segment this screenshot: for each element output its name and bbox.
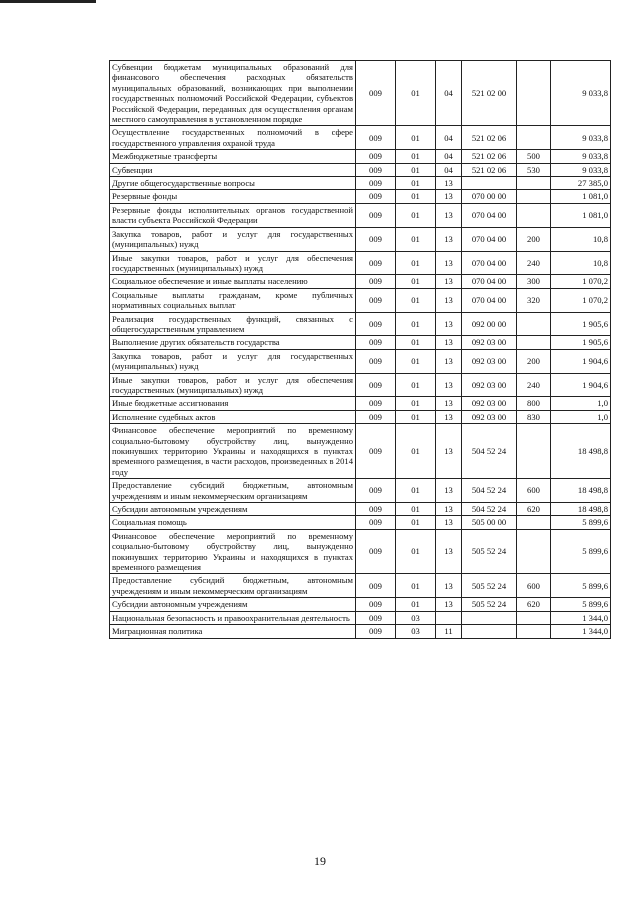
sum-cell: 9 033,8 — [551, 163, 611, 176]
target-article-cell: 521 02 06 — [462, 163, 517, 176]
target-article-cell: 505 52 24 — [462, 529, 517, 574]
subsection-code-cell: 13 — [436, 574, 462, 598]
target-article-cell: 505 52 24 — [462, 598, 517, 611]
table-row — [110, 410, 611, 423]
target-article-cell: 092 03 00 — [462, 349, 517, 373]
target-article-cell: 521 02 00 — [462, 61, 517, 126]
sum-cell: 1 905,6 — [551, 312, 611, 336]
table-row — [110, 177, 611, 190]
target-article-cell: 505 00 00 — [462, 516, 517, 529]
ministry-code-cell: 009 — [356, 529, 396, 574]
ministry-code-cell: 009 — [356, 349, 396, 373]
subsection-code-cell: 13 — [436, 203, 462, 227]
table-row — [110, 479, 611, 503]
subsection-code-cell: 13 — [436, 312, 462, 336]
expense-type-cell: 800 — [517, 397, 551, 410]
subsection-code-cell: 13 — [436, 516, 462, 529]
ministry-code-cell: 009 — [356, 227, 396, 251]
expense-type-cell: 320 — [517, 288, 551, 312]
row-name-cell: Иные закупки товаров, работ и услуг для обеспечения государственных (муниципальных) нужд — [110, 373, 356, 397]
table-row — [110, 288, 611, 312]
table-row — [110, 611, 611, 624]
sum-cell: 9 033,8 — [551, 61, 611, 126]
expense-type-cell: 200 — [517, 227, 551, 251]
section-code-cell: 01 — [396, 373, 436, 397]
row-name-cell: Социальная помощь — [110, 516, 356, 529]
subsection-code-cell: 13 — [436, 373, 462, 397]
row-name-cell: Субсидии автономным учреждениям — [110, 598, 356, 611]
target-article-cell: 070 04 00 — [462, 227, 517, 251]
row-name-cell: Иные закупки товаров, работ и услуг для обеспечения государственных (муниципальных) нужд — [110, 251, 356, 275]
subsection-code-cell: 13 — [436, 349, 462, 373]
expense-type-cell — [517, 529, 551, 574]
subsection-code-cell: 13 — [436, 190, 462, 203]
ministry-code-cell: 009 — [356, 410, 396, 423]
sum-cell: 1 904,6 — [551, 373, 611, 397]
row-name-cell: Миграционная политика — [110, 625, 356, 638]
sum-cell: 10,8 — [551, 227, 611, 251]
table-row — [110, 424, 611, 479]
subsection-code-cell: 04 — [436, 61, 462, 126]
sum-cell: 18 498,8 — [551, 503, 611, 516]
expense-type-cell: 300 — [517, 275, 551, 288]
row-name-cell: Реализация государственных функций, связанных с общегосударственным управлением — [110, 312, 356, 336]
section-code-cell: 01 — [396, 410, 436, 423]
table-row — [110, 397, 611, 410]
row-name-cell: Другие общегосударственные вопросы — [110, 177, 356, 190]
section-code-cell: 01 — [396, 150, 436, 163]
sum-cell: 1 070,2 — [551, 275, 611, 288]
row-name-cell: Выполнение других обязательств государства — [110, 336, 356, 349]
table-row — [110, 203, 611, 227]
expense-type-cell — [517, 61, 551, 126]
expense-type-cell: 240 — [517, 373, 551, 397]
subsection-code-cell: 13 — [436, 288, 462, 312]
section-code-cell: 01 — [396, 397, 436, 410]
row-name-cell: Национальная безопасность и правоохранительная деятельность — [110, 611, 356, 624]
expense-type-cell — [517, 516, 551, 529]
row-name-cell: Социальное обеспечение и иные выплаты населению — [110, 275, 356, 288]
expense-type-cell: 530 — [517, 163, 551, 176]
expense-type-cell: 600 — [517, 479, 551, 503]
target-article-cell: 070 04 00 — [462, 275, 517, 288]
ministry-code-cell: 009 — [356, 150, 396, 163]
sum-cell: 1,0 — [551, 397, 611, 410]
row-name-cell: Предоставление субсидий бюджетным, автономным учреждениям и иным некоммерческим организациям — [110, 479, 356, 503]
ministry-code-cell: 009 — [356, 397, 396, 410]
sum-cell: 27 385,0 — [551, 177, 611, 190]
ministry-code-cell: 009 — [356, 251, 396, 275]
row-name-cell: Иные бюджетные ассигнования — [110, 397, 356, 410]
subsection-code-cell: 13 — [436, 227, 462, 251]
sum-cell: 1 344,0 — [551, 625, 611, 638]
ministry-code-cell: 009 — [356, 373, 396, 397]
subsection-code-cell: 13 — [436, 424, 462, 479]
subsection-code-cell: 13 — [436, 251, 462, 275]
table-row — [110, 503, 611, 516]
sum-cell: 1 904,6 — [551, 349, 611, 373]
subsection-code-cell: 13 — [436, 598, 462, 611]
ministry-code-cell: 009 — [356, 275, 396, 288]
row-name-cell: Резервные фонды исполнительных органов государственной власти субъекта Российской Федерации — [110, 203, 356, 227]
section-code-cell: 01 — [396, 349, 436, 373]
section-code-cell: 01 — [396, 177, 436, 190]
section-code-cell: 01 — [396, 503, 436, 516]
subsection-code-cell: 04 — [436, 126, 462, 150]
expense-type-cell — [517, 177, 551, 190]
section-code-cell: 01 — [396, 190, 436, 203]
ministry-code-cell: 009 — [356, 424, 396, 479]
row-name-cell: Субсидии автономным учреждениям — [110, 503, 356, 516]
target-article-cell: 092 03 00 — [462, 410, 517, 423]
subsection-code-cell: 13 — [436, 503, 462, 516]
sum-cell: 1 070,2 — [551, 288, 611, 312]
ministry-code-cell: 009 — [356, 598, 396, 611]
target-article-cell — [462, 625, 517, 638]
section-code-cell: 01 — [396, 203, 436, 227]
sum-cell: 9 033,8 — [551, 126, 611, 150]
section-code-cell: 01 — [396, 275, 436, 288]
table-row — [110, 163, 611, 176]
target-article-cell: 504 52 24 — [462, 503, 517, 516]
target-article-cell: 521 02 06 — [462, 150, 517, 163]
expense-type-cell — [517, 312, 551, 336]
subsection-code-cell: 13 — [436, 275, 462, 288]
table-row — [110, 312, 611, 336]
row-name-cell: Субвенции бюджетам муниципальных образований для финансового обеспечения расходных обязательств муниципальных образований, возникающих при выполнении государственных полномочий Российской Федерации, субъектов Российской Федерации, переданных для осуществления органам местного самоуправления в установленном порядке — [110, 61, 356, 126]
target-article-cell: 504 52 24 — [462, 479, 517, 503]
row-name-cell: Финансовое обеспечение мероприятий по временному социально-бытовому обустройству лиц, вынужденно покинувших территорию Украины и находящихся в пунктах временного размещения — [110, 529, 356, 574]
row-name-cell: Финансовое обеспечение мероприятий по временному социально-бытовому обустройству лиц, вынужденно покинувших территорию Украины и находящихся в пунктах временного размещения, в части расходов, произведенных в 2014 году — [110, 424, 356, 479]
section-code-cell: 01 — [396, 598, 436, 611]
ministry-code-cell: 009 — [356, 177, 396, 190]
ministry-code-cell: 009 — [356, 625, 396, 638]
ministry-code-cell: 009 — [356, 611, 396, 624]
subsection-code-cell: 13 — [436, 529, 462, 574]
expense-type-cell — [517, 203, 551, 227]
target-article-cell: 070 04 00 — [462, 203, 517, 227]
row-name-cell: Закупка товаров, работ и услуг для государственных (муниципальных) нужд — [110, 227, 356, 251]
expense-type-cell — [517, 424, 551, 479]
sum-cell: 1 344,0 — [551, 611, 611, 624]
table-row — [110, 251, 611, 275]
ministry-code-cell: 009 — [356, 574, 396, 598]
row-name-cell: Социальные выплаты гражданам, кроме публичных нормативных социальных выплат — [110, 288, 356, 312]
row-name-cell: Предоставление субсидий бюджетным, автономным учреждениям и иным некоммерческим организациям — [110, 574, 356, 598]
expense-type-cell — [517, 190, 551, 203]
sum-cell: 1,0 — [551, 410, 611, 423]
sum-cell: 5 899,6 — [551, 516, 611, 529]
target-article-cell — [462, 611, 517, 624]
section-code-cell: 01 — [396, 288, 436, 312]
table-row — [110, 227, 611, 251]
row-name-cell: Закупка товаров, работ и услуг для государственных (муниципальных) нужд — [110, 349, 356, 373]
sum-cell: 18 498,8 — [551, 424, 611, 479]
section-code-cell: 01 — [396, 529, 436, 574]
subsection-code-cell: 13 — [436, 177, 462, 190]
expense-type-cell — [517, 336, 551, 349]
ministry-code-cell: 009 — [356, 516, 396, 529]
ministry-code-cell: 009 — [356, 203, 396, 227]
expense-type-cell — [517, 625, 551, 638]
target-article-cell: 070 04 00 — [462, 251, 517, 275]
subsection-code-cell: 13 — [436, 410, 462, 423]
subsection-code-cell: 04 — [436, 163, 462, 176]
table-row — [110, 275, 611, 288]
table-row — [110, 529, 611, 574]
section-code-cell: 01 — [396, 479, 436, 503]
expense-type-cell: 240 — [517, 251, 551, 275]
sum-cell: 18 498,8 — [551, 479, 611, 503]
row-name-cell: Межбюджетные трансферты — [110, 150, 356, 163]
expense-type-cell: 830 — [517, 410, 551, 423]
target-article-cell: 092 03 00 — [462, 336, 517, 349]
subsection-code-cell — [436, 611, 462, 624]
expense-type-cell: 620 — [517, 503, 551, 516]
sum-cell: 5 899,6 — [551, 598, 611, 611]
table-body — [110, 61, 611, 639]
target-article-cell: 070 04 00 — [462, 288, 517, 312]
target-article-cell: 092 00 00 — [462, 312, 517, 336]
table-row — [110, 190, 611, 203]
section-code-cell: 01 — [396, 336, 436, 349]
row-name-cell: Осуществление государственных полномочий в сфере государственного управления охраной труда — [110, 126, 356, 150]
ministry-code-cell: 009 — [356, 190, 396, 203]
table-row — [110, 61, 611, 126]
section-code-cell: 01 — [396, 574, 436, 598]
subsection-code-cell: 13 — [436, 479, 462, 503]
section-code-cell: 01 — [396, 251, 436, 275]
target-article-cell: 521 02 06 — [462, 126, 517, 150]
ministry-code-cell: 009 — [356, 163, 396, 176]
sum-cell: 1 905,6 — [551, 336, 611, 349]
table-row — [110, 625, 611, 638]
subsection-code-cell: 13 — [436, 397, 462, 410]
budget-table — [109, 60, 611, 639]
expense-type-cell: 600 — [517, 574, 551, 598]
target-article-cell: 505 52 24 — [462, 574, 517, 598]
ministry-code-cell: 009 — [356, 336, 396, 349]
section-code-cell: 01 — [396, 61, 436, 126]
table-row — [110, 349, 611, 373]
section-code-cell: 03 — [396, 611, 436, 624]
subsection-code-cell: 04 — [436, 150, 462, 163]
section-code-cell: 01 — [396, 163, 436, 176]
ministry-code-cell: 009 — [356, 61, 396, 126]
section-code-cell: 01 — [396, 126, 436, 150]
sum-cell: 5 899,6 — [551, 529, 611, 574]
section-code-cell: 01 — [396, 424, 436, 479]
top-rule — [0, 0, 96, 3]
row-name-cell: Субвенции — [110, 163, 356, 176]
sum-cell: 1 081,0 — [551, 203, 611, 227]
table-row — [110, 336, 611, 349]
ministry-code-cell: 009 — [356, 312, 396, 336]
target-article-cell — [462, 177, 517, 190]
table-row — [110, 574, 611, 598]
ministry-code-cell: 009 — [356, 479, 396, 503]
sum-cell: 1 081,0 — [551, 190, 611, 203]
table-row — [110, 598, 611, 611]
ministry-code-cell: 009 — [356, 126, 396, 150]
section-code-cell: 01 — [396, 516, 436, 529]
target-article-cell: 070 00 00 — [462, 190, 517, 203]
page-number: 19 — [314, 854, 326, 868]
sum-cell: 5 899,6 — [551, 574, 611, 598]
target-article-cell: 504 52 24 — [462, 424, 517, 479]
section-code-cell: 03 — [396, 625, 436, 638]
sum-cell: 9 033,8 — [551, 150, 611, 163]
expense-type-cell: 620 — [517, 598, 551, 611]
expense-type-cell: 200 — [517, 349, 551, 373]
subsection-code-cell: 11 — [436, 625, 462, 638]
expense-type-cell — [517, 126, 551, 150]
table-row — [110, 126, 611, 150]
subsection-code-cell: 13 — [436, 336, 462, 349]
row-name-cell: Резервные фонды — [110, 190, 356, 203]
ministry-code-cell: 009 — [356, 503, 396, 516]
target-article-cell: 092 03 00 — [462, 397, 517, 410]
table-row — [110, 373, 611, 397]
target-article-cell: 092 03 00 — [462, 373, 517, 397]
expense-type-cell — [517, 611, 551, 624]
section-code-cell: 01 — [396, 312, 436, 336]
row-name-cell: Исполнение судебных актов — [110, 410, 356, 423]
expense-type-cell: 500 — [517, 150, 551, 163]
table-row — [110, 150, 611, 163]
section-code-cell: 01 — [396, 227, 436, 251]
table-row — [110, 516, 611, 529]
ministry-code-cell: 009 — [356, 288, 396, 312]
sum-cell: 10,8 — [551, 251, 611, 275]
